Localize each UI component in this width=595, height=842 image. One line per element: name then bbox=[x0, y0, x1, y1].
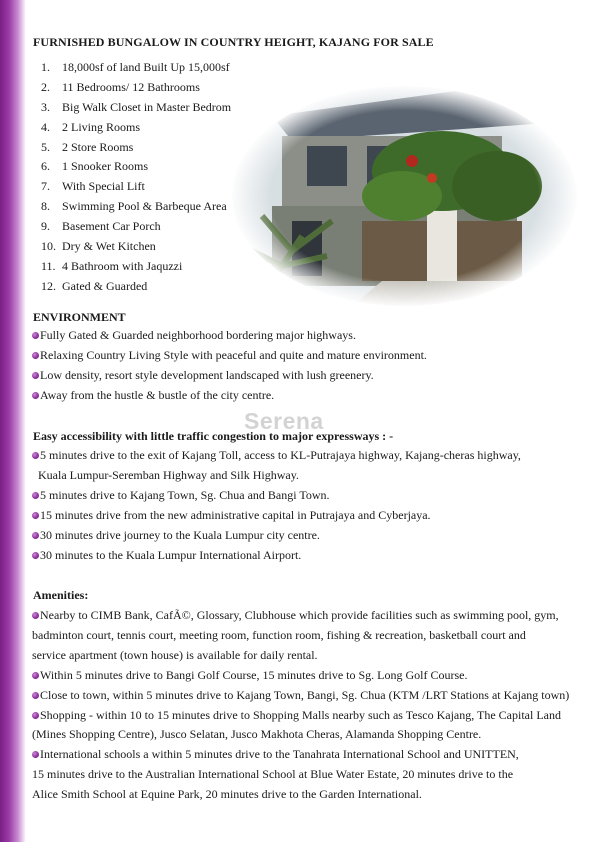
bullet-text: Away from the hustle & bustle of the city centre. bbox=[40, 387, 275, 402]
feature-text: 18,000sf of land Built Up 15,000sf bbox=[62, 60, 230, 74]
feature-number: 4. bbox=[41, 119, 50, 134]
feature-text: 2 Living Rooms bbox=[62, 119, 141, 134]
bullet-text: Fully Gated & Guarded neighborhood bordering major highways. bbox=[40, 328, 356, 342]
bullet-dot-icon bbox=[32, 332, 39, 339]
bullet-item bbox=[32, 486, 521, 506]
feature-number: 1. bbox=[41, 60, 50, 74]
bullet-item bbox=[32, 546, 521, 566]
bullet-text: Within 5 minutes drive to Bangi Golf Course, 15 minutes drive to Sg. Long Golf Course. bbox=[40, 667, 468, 682]
bullet-dot-icon bbox=[32, 751, 39, 758]
feature-text: Swimming Pool & Barbeque Area bbox=[62, 199, 227, 214]
amenities-heading: Amenities: bbox=[33, 588, 89, 602]
bullet-dot-icon bbox=[32, 512, 39, 519]
feature-text: Big Walk Closet in Master Bedrom bbox=[62, 99, 232, 114]
feature-item bbox=[41, 118, 231, 138]
feature-item bbox=[41, 98, 231, 118]
bullet-text: Close to town, within 5 minutes drive to Kajang Town, Bangi, Sg. Chua (KTM /LRT Stations at Kajang town) bbox=[40, 687, 570, 702]
bullet-text: Shopping - within 10 to 15 minutes drive to Shopping Malls nearby such as Tesco Kajang, The Capital Land bbox=[40, 707, 561, 722]
feature-item bbox=[41, 58, 231, 78]
bullet-dot-icon bbox=[32, 492, 39, 499]
feature-number: 3. bbox=[41, 99, 50, 114]
feature-number: 12. bbox=[41, 278, 56, 293]
bullet-text: Alice Smith School at Equine Park, 20 minutes drive to the Garden International. bbox=[32, 787, 422, 802]
bullet-item bbox=[32, 686, 569, 706]
page-title: FURNISHED BUNGALOW IN COUNTRY HEIGHT, KAJANG FOR SALE bbox=[33, 35, 434, 49]
bullet-text: 15 minutes drive from the new administrative capital in Putrajaya and Cyberjaya. bbox=[40, 507, 431, 522]
feature-item bbox=[41, 237, 231, 257]
bullet-item bbox=[32, 346, 427, 366]
bullet-dot-icon bbox=[32, 712, 39, 719]
bullet-item bbox=[32, 506, 521, 526]
feature-item bbox=[41, 277, 231, 297]
bullet-item bbox=[32, 386, 427, 406]
bungalow-photo bbox=[232, 86, 577, 306]
bullet-dot-icon bbox=[32, 352, 39, 359]
bullet-dot-icon bbox=[32, 552, 39, 559]
feature-item bbox=[41, 197, 231, 217]
bullet-text: International schools a within 5 minutes drive to the Tanahrata International School and UNITTEN, bbox=[40, 747, 519, 762]
bullet-item bbox=[32, 326, 427, 346]
bullet-text: Low density, resort style development landscaped with lush greenery. bbox=[40, 367, 374, 382]
bullet-dot-icon bbox=[32, 532, 39, 539]
feature-text: Gated & Guarded bbox=[62, 278, 148, 293]
amenities-list bbox=[32, 606, 569, 805]
bullet-dot-icon bbox=[32, 452, 39, 459]
bullet-text: 30 minutes to the Kuala Lumpur International Airport. bbox=[40, 547, 302, 562]
bullet-text: service apartment (town house) is available for daily rental. bbox=[32, 647, 318, 662]
feature-item bbox=[41, 157, 231, 177]
accessibility-heading: Easy accessibility with little traffic congestion to major expressways : - bbox=[33, 429, 394, 443]
bullet-item bbox=[32, 666, 569, 686]
feature-text: With Special Lift bbox=[62, 179, 145, 194]
bullet-text: Relaxing Country Living Style with peaceful and quite and mature environment. bbox=[40, 347, 427, 362]
feature-number: 7. bbox=[41, 179, 50, 194]
bullet-dot-icon bbox=[32, 692, 39, 699]
accessibility-list bbox=[32, 446, 521, 565]
feature-item bbox=[41, 257, 231, 277]
environment-heading: ENVIRONMENT bbox=[33, 310, 126, 324]
bullet-text: (Mines Shopping Centre), Jusco Selatan, Jusco Makhota Cheras, Alamanda Shopping Centre. bbox=[32, 727, 482, 742]
feature-item bbox=[41, 138, 231, 158]
bullet-item bbox=[32, 366, 427, 386]
bullet-item bbox=[32, 526, 521, 546]
environment-list bbox=[32, 326, 427, 406]
feature-number: 10. bbox=[41, 239, 56, 254]
feature-number: 5. bbox=[41, 139, 50, 154]
bullet-item bbox=[32, 446, 521, 486]
decorative-side-bar bbox=[0, 0, 26, 842]
feature-number: 8. bbox=[41, 199, 50, 214]
feature-list bbox=[41, 58, 231, 297]
feature-number: 11. bbox=[41, 258, 56, 273]
feature-number: 6. bbox=[41, 159, 50, 174]
feature-item bbox=[41, 177, 231, 197]
feature-text: 1 Snooker Rooms bbox=[62, 159, 149, 174]
bullet-text: Kuala Lumpur-Seremban Highway and Silk Highway. bbox=[38, 467, 299, 482]
feature-number: 2. bbox=[41, 79, 50, 94]
feature-text: 2 Store Rooms bbox=[62, 139, 134, 154]
bullet-text: 30 minutes drive journey to the Kuala Lumpur city centre. bbox=[40, 527, 320, 542]
feature-text: 4 Bathroom with Jaquzzi bbox=[62, 258, 183, 273]
bullet-dot-icon bbox=[32, 372, 39, 379]
bullet-text: Nearby to CIMB Bank, CafÃ©, Glossary, Clubhouse which provide facilities such as swimming pool, gym, bbox=[40, 608, 559, 622]
feature-text: Basement Car Porch bbox=[62, 219, 161, 234]
bullet-text: 15 minutes drive to the Australian International School at Blue Water Estate, 20 minutes drive to the bbox=[32, 767, 514, 782]
feature-text: Dry & Wet Kitchen bbox=[62, 239, 156, 254]
feature-item bbox=[41, 217, 231, 237]
feature-item bbox=[41, 78, 231, 98]
bullet-item bbox=[32, 745, 569, 805]
bullet-item bbox=[32, 606, 569, 666]
bullet-text: 5 minutes drive to Kajang Town, Sg. Chua and Bangi Town. bbox=[40, 487, 330, 502]
bullet-dot-icon bbox=[32, 392, 39, 399]
feature-text: 11 Bedrooms/ 12 Bathrooms bbox=[62, 79, 200, 94]
bullet-dot-icon bbox=[32, 612, 39, 619]
watermark-logo: Serena bbox=[244, 408, 324, 434]
bullet-text: badminton court, tennis court, meeting room, function room, fishing & recreation, basketball court and bbox=[32, 627, 526, 642]
bullet-dot-icon bbox=[32, 672, 39, 679]
feature-number: 9. bbox=[41, 219, 50, 234]
bullet-item bbox=[32, 706, 569, 746]
bullet-text: 5 minutes drive to the exit of Kajang Toll, access to KL-Putrajaya highway, Kajang-cheras highway, bbox=[40, 448, 521, 462]
